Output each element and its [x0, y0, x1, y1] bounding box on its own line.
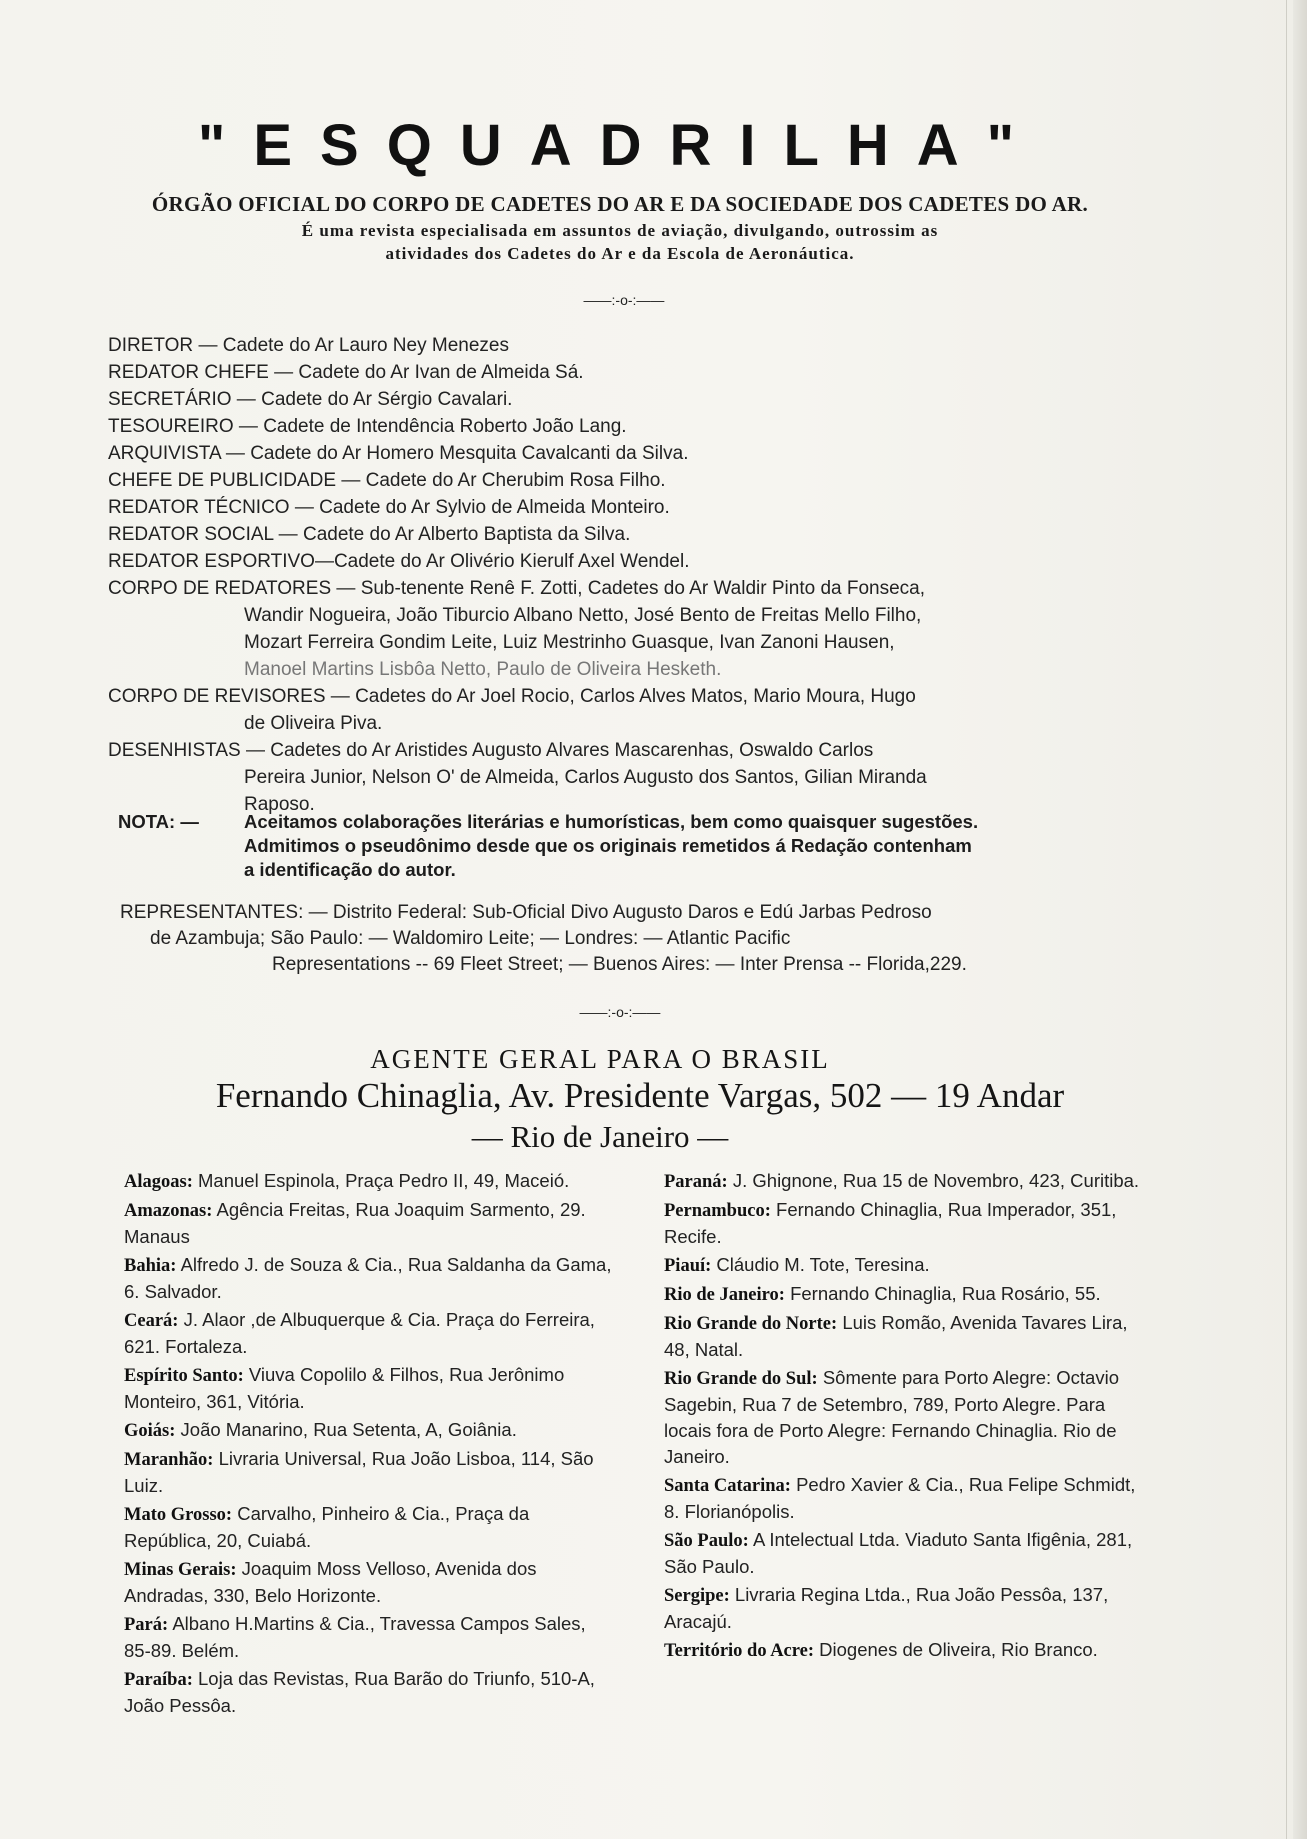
staff-names-cont: Manoel Martins Lisbôa Netto, Paulo de Oliveira Hesketh.: [244, 659, 722, 680]
agent-address: A Intelectual Ltda. Viaduto Santa Ifigênia, 281, São Paulo.: [664, 1529, 1133, 1577]
staff-role: REDATOR SOCIAL: [108, 524, 274, 545]
agent-state: Rio Grande do Norte:: [664, 1314, 838, 1334]
agent-state: Maranhão:: [124, 1450, 214, 1470]
agent-entry: [124, 1611, 614, 1664]
agent-state: Bahia:: [124, 1256, 177, 1276]
staff-row: TESOUREIRO — Cadete de Intendência Roberto João Lang.: [108, 416, 627, 437]
agent-state: Ceará:: [124, 1311, 179, 1331]
agent-entry: [664, 1168, 1154, 1195]
agent-state: Rio Grande do Sul:: [664, 1369, 818, 1389]
agent-address: Viuva Copolilo & Filhos, Rua Jerônimo Monteiro, 361, Vitória.: [124, 1364, 565, 1412]
agent-state: Goiás:: [124, 1421, 176, 1441]
agent-entry: [664, 1252, 1154, 1279]
agent-entry: [664, 1365, 1154, 1470]
agent-entry: [664, 1637, 1154, 1664]
representantes-line: Representations -- 69 Fleet Street; — Buenos Aires: — Inter Prensa -- Florida,229.: [272, 954, 967, 975]
staff-names-cont: Pereira Junior, Nelson O' de Almeida, Carlos Augusto dos Santos, Gilian Miranda: [244, 767, 927, 788]
staff-names: Sub-tenente Renê F. Zotti, Cadetes do Ar Waldir Pinto da Fonseca,: [360, 578, 926, 599]
staff-role: CHEFE DE PUBLICIDADE: [108, 470, 337, 491]
staff-names-cont: Wandir Nogueira, João Tiburcio Albano Netto, José Bento de Freitas Mello Filho,: [244, 605, 922, 626]
agent-entry: [124, 1501, 614, 1554]
masthead-subtitle-3: atividades dos Cadetes do Ar e da Escola de Aeronáutica.: [385, 244, 855, 263]
staff-names: Cadete do Ar Alberto Baptista da Silva.: [302, 524, 631, 545]
nota-line: a identificação do autor.: [244, 859, 456, 880]
agent-state: Paraná:: [664, 1172, 728, 1192]
staff-names: Cadete do Ar Lauro Ney Menezes: [222, 335, 509, 356]
agent-state: Mato Grosso:: [124, 1505, 233, 1525]
staff-row: ARQUIVISTA — Cadete do Ar Homero Mesquita Cavalcanti da Silva.: [108, 443, 689, 464]
staff-role: CORPO DE REDATORES: [108, 578, 332, 599]
agent-entry: [124, 1446, 614, 1499]
agent-state: Pernambuco:: [664, 1201, 771, 1221]
agent-address: J. Ghignone, Rua 15 de Novembro, 423, Curitiba.: [732, 1170, 1140, 1191]
agent-entry: [124, 1197, 614, 1250]
staff-role: ARQUIVISTA: [108, 443, 221, 464]
representantes-line: de Azambuja; São Paulo: — Waldomiro Leite; — Londres: — Atlantic Pacific: [150, 928, 791, 949]
agent-address: Albano H.Martins & Cia., Travessa Campos Sales, 85-89. Belém.: [124, 1613, 586, 1661]
staff-row: DIRETOR — Cadete do Ar Lauro Ney Menezes: [108, 335, 509, 356]
staff-role: SECRETÁRIO: [108, 389, 232, 410]
representantes-block: [120, 900, 1160, 978]
staff-names: Cadete do Ar Ivan de Almeida Sá.: [298, 362, 584, 383]
staff-names: Cadetes do Ar Aristides Augusto Alvares Mascarenhas, Oswaldo Carlos: [270, 740, 874, 761]
agents-left-column: [124, 1168, 614, 1721]
agent-entry: [124, 1417, 614, 1444]
agent-state: São Paulo:: [664, 1531, 749, 1551]
agent-entry: [664, 1281, 1154, 1308]
staff-row: REDATOR ESPORTIVO—Cadete do Ar Olivério Kierulf Axel Wendel.: [108, 551, 690, 572]
agent-address: Manuel Espinola, Praça Pedro II, 49, Maceió.: [198, 1170, 570, 1191]
staff-names: Cadete do Ar Cherubim Rosa Filho.: [365, 470, 666, 491]
agent-address: Cláudio M. Tote, Teresina.: [716, 1254, 930, 1275]
agent-entry: [664, 1527, 1154, 1580]
agent-address: Livraria Regina Ltda., Rua João Pessôa, 137, Aracajú.: [664, 1584, 1109, 1632]
nota-line: Admitimos o pseudônimo desde que os originais remetidos á Redação contenham: [244, 835, 972, 856]
staff-row: SECRETÁRIO — Cadete do Ar Sérgio Cavalari.: [108, 389, 513, 410]
staff-row: REDATOR SOCIAL — Cadete do Ar Alberto Baptista da Silva.: [108, 524, 631, 545]
agent-entry: [124, 1666, 614, 1719]
agent-state: Amazonas:: [124, 1201, 213, 1221]
staff-row: REDATOR CHEFE — Cadete do Ar Ivan de Almeida Sá.: [108, 362, 584, 383]
agent-state: Minas Gerais:: [124, 1560, 237, 1580]
agent-address: Alfredo J. de Souza & Cia., Rua Saldanha da Gama, 6. Salvador.: [124, 1254, 612, 1302]
corpo-revisores: CORPO DE REVISORES — Cadetes do Ar Joel Rocio, Carlos Alves Matos, Mario Moura, Hugo: [108, 686, 916, 707]
staff-role: REDATOR TÉCNICO: [108, 497, 290, 518]
separator-1: ——:-o-:——: [583, 292, 665, 308]
staff-names: Cadete de Intendência Roberto João Lang.: [263, 416, 627, 437]
agent-address: Sômente para Porto Alegre: Octavio Sagebin, Rua 7 de Setembro, 789, Porto Alegre. Para locais fora de Porto Alegre: Fernando Chinaglia. Rio de Janeiro.: [664, 1367, 1119, 1467]
agent-entry: [124, 1168, 614, 1195]
agent-address: Loja das Revistas, Rua Barão do Triunfo, 510-A, João Pessôa.: [124, 1668, 595, 1716]
agent-address: Carvalho, Pinheiro & Cia., Praça da República, 20, Cuiabá.: [124, 1503, 530, 1551]
staff-names-cont: Raposo.: [244, 794, 315, 815]
agent-entry: [664, 1310, 1154, 1363]
agent-entry: [664, 1197, 1154, 1250]
agent-address: Pedro Xavier & Cia., Rua Felipe Schmidt, 8. Florianópolis.: [664, 1474, 1136, 1522]
staff-names-cont: de Oliveira Piva.: [244, 713, 383, 734]
staff-list: [108, 332, 1158, 818]
staff-role: REDATOR ESPORTIVO: [108, 551, 315, 572]
agent-address: Fernando Chinaglia, Rua Imperador, 351, Recife.: [664, 1199, 1117, 1247]
agent-address: J. Alaor ,de Albuquerque & Cia. Praça do Ferreira, 621. Fortaleza.: [124, 1309, 595, 1357]
staff-role: TESOUREIRO: [108, 416, 234, 437]
nota-block: [118, 810, 1158, 882]
masthead-subtitle-2: É uma revista especialisada em assuntos de aviação, divulgando, outrossim as: [301, 221, 939, 240]
agent-state: Alagoas:: [124, 1172, 193, 1192]
representantes-line: REPRESENTANTES: — Distrito Federal: Sub-Oficial Divo Augusto Daros e Edú Jarbas Pedroso: [120, 902, 932, 923]
page-fold-line: [1286, 0, 1287, 1839]
staff-names: Cadete do Ar Sylvio de Almeida Monteiro.: [319, 497, 670, 518]
agent-heading: AGENTE GERAL PARA O BRASIL: [370, 1044, 830, 1074]
agent-entry: [124, 1362, 614, 1415]
staff-names: Cadete do Ar Olivério Kierulf Axel Wendel.: [333, 551, 690, 572]
agent-state: Espírito Santo:: [124, 1366, 244, 1386]
agent-state: Rio de Janeiro:: [664, 1285, 785, 1305]
corpo-redatores: CORPO DE REDATORES — Sub-tenente Renê F. Zotti, Cadetes do Ar Waldir Pinto da Fonseca,: [108, 578, 926, 599]
agent-entry: [664, 1472, 1154, 1525]
agent-name: Fernando Chinaglia, Av. Presidente Vargas, 502 — 19 Andar: [215, 1076, 1065, 1115]
desenhistas: DESENHISTAS — Cadetes do Ar Aristides Augusto Alvares Mascarenhas, Oswaldo Carlos: [108, 740, 874, 761]
agents-right-column: [664, 1168, 1154, 1666]
agent-state: Piauí:: [664, 1256, 712, 1276]
agent-city: — Rio de Janeiro —: [471, 1119, 729, 1154]
staff-row: REDATOR TÉCNICO — Cadete do Ar Sylvio de Almeida Monteiro.: [108, 497, 670, 518]
agent-address: Livraria Universal, Rua João Lisboa, 114, São Luiz.: [124, 1448, 594, 1496]
agent-address: Fernando Chinaglia, Rua Rosário, 55.: [790, 1283, 1101, 1304]
agent-entry: [124, 1556, 614, 1609]
agent-state: Paraíba:: [124, 1670, 193, 1690]
staff-names: Cadetes do Ar Joel Rocio, Carlos Alves Matos, Mario Moura, Hugo: [355, 686, 916, 707]
agent-state: Território do Acre:: [664, 1641, 815, 1661]
staff-row: CHEFE DE PUBLICIDADE — Cadete do Ar Cherubim Rosa Filho.: [108, 470, 666, 491]
agent-entry: [664, 1582, 1154, 1635]
staff-names-cont: Mozart Ferreira Gondim Leite, Luiz Mestrinho Guasque, Ivan Zanoni Hausen,: [244, 632, 895, 653]
staff-role: DESENHISTAS: [108, 740, 241, 761]
agent-state: Santa Catarina:: [664, 1476, 791, 1496]
nota-label: NOTA: —: [118, 811, 199, 832]
agent-address: Diogenes de Oliveira, Rio Branco.: [819, 1639, 1098, 1660]
staff-role: REDATOR CHEFE: [108, 362, 269, 383]
agent-entry: [124, 1307, 614, 1360]
staff-role: DIRETOR: [108, 335, 194, 356]
masthead-subtitle-1: ÓRGÃO OFICIAL DO CORPO DE CADETES DO AR E DA SOCIEDADE DOS CADETES DO AR.: [151, 192, 1089, 216]
staff-names: Cadete do Ar Sérgio Cavalari.: [261, 389, 513, 410]
agent-entry: [124, 1252, 614, 1305]
separator-2: ——:-o-:——: [579, 1004, 661, 1020]
staff-role: CORPO DE REVISORES: [108, 686, 326, 707]
agent-address: Joaquim Moss Velloso, Avenida dos Andradas, 330, Belo Horizonte.: [124, 1558, 537, 1606]
masthead-title: "ESQUADRILHA": [197, 113, 1043, 178]
agent-address: Luis Romão, Avenida Tavares Lira, 48, Natal.: [664, 1312, 1128, 1360]
agent-state: Pará:: [124, 1615, 169, 1635]
agent-address: João Manarino, Rua Setenta, A, Goiânia.: [180, 1419, 517, 1440]
page-edge-shadow: [1293, 0, 1307, 1839]
agent-address: Agência Freitas, Rua Joaquim Sarmento, 29. Manaus: [124, 1199, 586, 1247]
nota-line: Aceitamos colaborações literárias e humorísticas, bem como quaisquer sugestões.: [244, 811, 979, 832]
agent-state: Sergipe:: [664, 1586, 730, 1606]
staff-names: Cadete do Ar Homero Mesquita Cavalcanti da Silva.: [250, 443, 689, 464]
